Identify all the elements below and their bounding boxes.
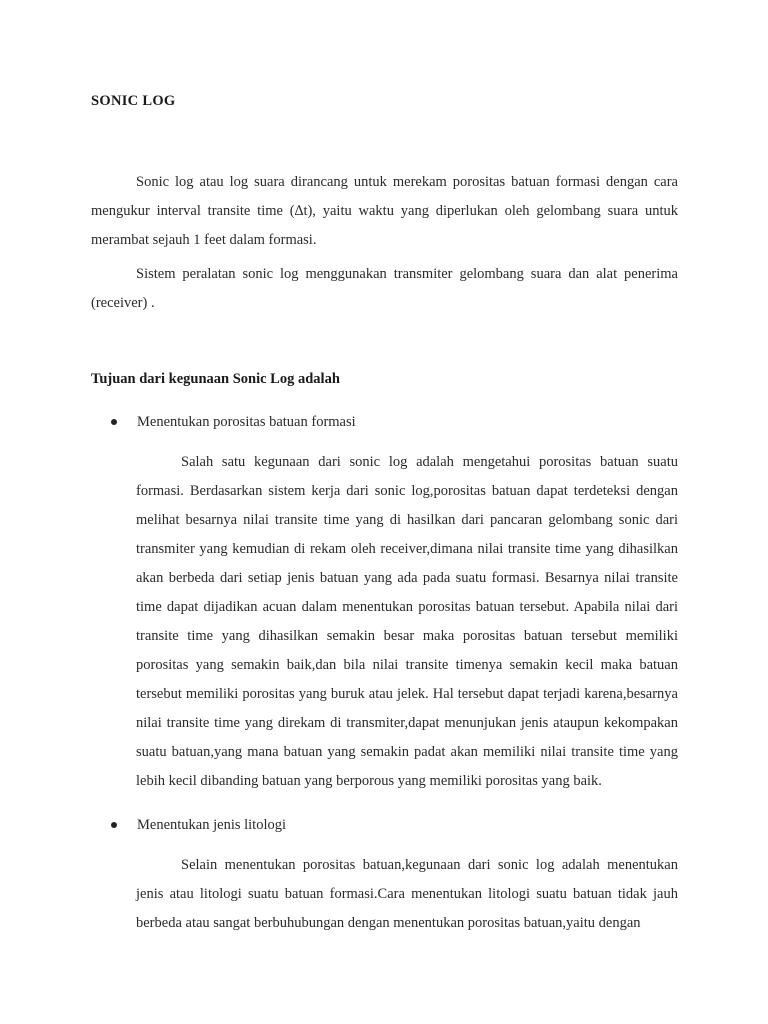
bullet-label: Menentukan porositas batuan formasi bbox=[137, 414, 356, 430]
lithology-paragraph: Selain menentukan porositas batuan,kegunaan dari sonic log adalah menentukan jenis atau litologi suatu batuan formasi.Cara menentukan litologi suatu batuan tidak jauh berbeda atau sangat berbuhubungan dengan menentukan porositas batuan,yaitu dengan bbox=[136, 857, 678, 931]
bullet-dot-icon bbox=[111, 419, 117, 425]
porosity-paragraph: Salah satu kegunaan dari sonic log adalah mengetahui porositas batuan suatu formasi. Berdasarkan sistem kerja dari sonic log,porositas batuan dapat terdeteksi dengan melihat besarnya nilai transite time yang di hasilkan dari pancaran gelombang sonic dari transmiter yang kemudian di rekam oleh receiver,dimana nilai transite time yang dihasilkan akan berbeda dari setiap jenis batuan yang ada pada suatu formasi. Besarnya nilai transite time dapat dijadikan acuan dalam menentukan porositas batuan tersebut. Apabila nilai dari transite time yang dihasilkan semakin besar maka porositas batuan tersebut memiliki porositas yang semakin baik,dan bila nilai transite timenya semakin kecil maka batuan tersebut memiliki porositas yang buruk atau jelek. Hal tersebut dapat terjadi karena,besarnya nilai transite time yang direkam di transmiter,dapat menunjukan jenis ataupun kekompakan suatu batuan,yang mana batuan yang semakin padat akan memiliki nilai transite time yang lebih kecil dibanding batuan yang berporous yang memiliki porositas yang baik. bbox=[136, 454, 678, 789]
document-title: SONIC LOG bbox=[91, 93, 176, 109]
section-heading: Tujuan dari kegunaan Sonic Log adalah bbox=[91, 371, 340, 387]
equipment-paragraph: Sistem peralatan sonic log menggunakan transmiter gelombang suara dan alat penerima (receiver) . bbox=[91, 266, 678, 311]
intro-paragraph: Sonic log atau log suara dirancang untuk merekam porositas batuan formasi dengan cara mengukur interval transite time (∆t), yaitu waktu yang diperlukan oleh gelombang suara untuk merambat sejauh 1 feet dalam formasi. bbox=[91, 174, 678, 248]
bullet-dot-icon bbox=[111, 822, 117, 828]
bullet-label: Menentukan jenis litologi bbox=[137, 817, 287, 833]
